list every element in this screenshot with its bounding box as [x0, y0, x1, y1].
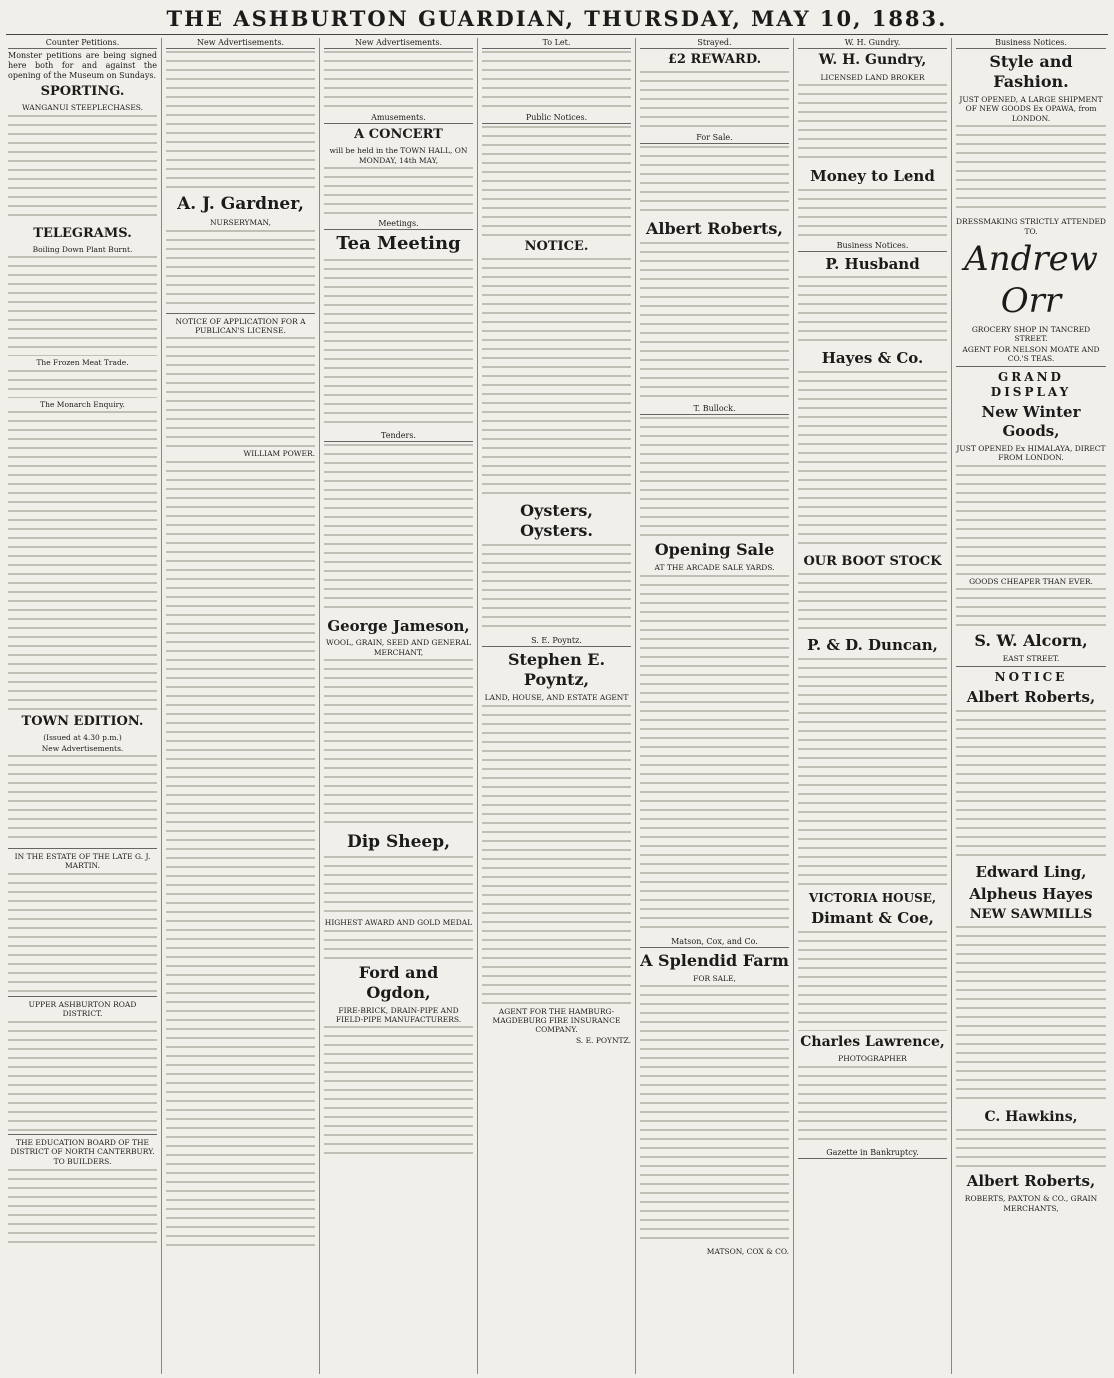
- heading-ford-ogdon: Ford and Ogdon,: [358, 962, 439, 1002]
- text-block: [956, 125, 1106, 215]
- heading-dimant-coe: Dimant & Coe,: [811, 909, 934, 928]
- text-block: [324, 1026, 473, 1156]
- text-grocery: GROCERY SHOP IN TANCRED STREET.: [971, 324, 1091, 344]
- signature-poyntz: S. E. POYNTZ.: [575, 1035, 631, 1045]
- text-dressmaking: DRESSMAKING STRICTLY ATTENDED TO.: [956, 217, 1106, 236]
- heading-george-jameson: George Jameson,: [327, 616, 470, 635]
- text-block: [482, 544, 631, 634]
- heading-estate-martin: IN THE ESTATE OF THE LATE G. J. MARTIN.: [14, 852, 151, 871]
- heading-money-to-lend: Money to Lend: [810, 166, 935, 185]
- text-block: [956, 926, 1106, 1106]
- column-ads-2: [320, 38, 478, 1374]
- masthead-title: THE ASHBURTON GUARDIAN, THURSDAY, MAY 10, 1883.: [166, 6, 948, 31]
- text-block: [798, 658, 947, 888]
- heading-gardner: A. J. Gardner,: [177, 194, 304, 214]
- heading-albert-roberts-2: Albert Roberts,: [966, 1172, 1096, 1191]
- heading-hamburg: AGENT FOR THE HAMBURG-MAGDEBURG FIRE INSURANCE COMPANY.: [492, 1006, 621, 1035]
- text-shipment: JUST OPENED, A LARGE SHIPMENT OF NEW GOODS Ex OPAWA, from LONDON.: [959, 95, 1103, 123]
- text-block: [798, 371, 947, 551]
- text-block: [8, 370, 157, 398]
- text-block: [798, 573, 947, 633]
- heading-dip-sheep: Dip Sheep,: [346, 832, 451, 852]
- text-block: [798, 931, 947, 1031]
- signature-power: WILLIAM POWER.: [243, 449, 315, 459]
- divider: [956, 666, 1106, 667]
- signature-matson: MATSON, COX & CO.: [706, 1247, 789, 1256]
- text-block: [8, 1021, 157, 1131]
- text-roberts-paxton: ROBERTS, PAXTON & CO., GRAIN MERCHANTS,: [964, 1194, 1098, 1213]
- column-ads-5: [794, 38, 952, 1374]
- text-photographer: PHOTOGRAPHER: [838, 1054, 907, 1064]
- divider: [166, 313, 315, 314]
- heading-upper-ashburton: UPPER ASHBURTON ROAD DISTRICT.: [28, 999, 137, 1019]
- heading-public-notices: Public Notices.: [482, 113, 631, 124]
- heading-poyntz-small: S. E. Poyntz.: [482, 636, 631, 647]
- divider: [956, 366, 1106, 367]
- heading-for-sale: For Sale.: [640, 133, 789, 144]
- text-block: [640, 417, 789, 537]
- text-block: [324, 167, 473, 217]
- heading-albert-roberts: Albert Roberts,: [966, 688, 1096, 707]
- heading-gundry: W. H. Gundry,: [818, 52, 927, 68]
- heading-stephen-poyntz: Stephen E. Poyntz,: [507, 650, 606, 690]
- heading-edward-ling: Edward Ling,: [975, 863, 1087, 882]
- text-block: [166, 51, 315, 191]
- text-teas: AGENT FOR NELSON MOATE AND CO.'S TEAS.: [962, 344, 1100, 363]
- heading-husband: P. Husband: [825, 254, 920, 273]
- text-block: [8, 873, 157, 993]
- heading-victoria-house: VICTORIA HOUSE,: [808, 891, 937, 906]
- columns: [4, 38, 1110, 1374]
- heading-to-let: To Let.: [482, 38, 631, 49]
- text-concert: will be held in the TOWN HALL, ON MONDAY, 14th MAY,: [329, 146, 468, 165]
- text-block: [482, 705, 631, 1005]
- heading-grand-display: GRAND DISPLAY: [990, 370, 1072, 400]
- heading-albert-roberts: Albert Roberts,: [646, 219, 783, 239]
- heading-highest-award: HIGHEST AWARD AND GOLD MEDAL: [324, 918, 473, 928]
- text-block: [324, 444, 473, 614]
- text-nurseryman: NURSERYMAN,: [209, 218, 272, 228]
- text-block: [956, 588, 1106, 628]
- text-east-street: EAST STREET.: [1002, 654, 1060, 663]
- text-block: [640, 575, 789, 935]
- heading-opening-sale: Opening Sale: [654, 540, 775, 560]
- divider: [8, 996, 157, 997]
- text-issued: (Issued at 4.30 p.m.): [43, 733, 122, 743]
- heading-gazette: Gazette in Bankruptcy.: [798, 1148, 947, 1159]
- heading-frozen-meat: The Frozen Meat Trade.: [36, 358, 129, 368]
- heading-new-advertisements: New Advertisements.: [41, 743, 124, 753]
- heading-bullock: T. Bullock.: [640, 404, 789, 415]
- heading-monarch: The Monarch Enquiry.: [40, 399, 125, 409]
- heading-meetings: Meetings.: [324, 219, 473, 230]
- text-block: [956, 710, 1106, 860]
- heading-splendid-farm: A Splendid Farm: [640, 950, 789, 970]
- heading-winter-goods: New Winter Goods,: [981, 403, 1081, 441]
- divider: [8, 1134, 157, 1135]
- heading-amusements: Amusements.: [324, 113, 473, 124]
- text-block: [798, 189, 947, 239]
- text-block: [640, 985, 789, 1245]
- text-wool-grain: WOOL, GRAIN, SEED AND GENERAL MERCHANT,: [325, 638, 472, 657]
- text-block: [324, 259, 473, 429]
- text-block: [798, 1066, 947, 1146]
- heading-to-builders: TO BUILDERS.: [53, 1157, 112, 1167]
- text-block: [640, 146, 789, 216]
- text-land-broker: LICENSED LAND BROKER: [820, 72, 925, 82]
- text-land-agent: LAND, HOUSE, AND ESTATE AGENT: [484, 693, 629, 703]
- text-block: [798, 276, 947, 346]
- text-arcade: AT THE ARCADE SALE YARDS.: [654, 563, 775, 573]
- heading-hayes: Hayes & Co.: [821, 349, 924, 368]
- text-fire-brick: FIRE-BRICK, DRAIN-PIPE AND FIELD-PIPE MANUFACTURERS.: [335, 1005, 462, 1024]
- heading-lawrence: Charles Lawrence,: [800, 1033, 945, 1050]
- text-block: [8, 115, 157, 223]
- column-ads-3: [478, 38, 636, 1374]
- text-block: [640, 71, 789, 131]
- heading-new-advertisements: New Advertisements.: [166, 38, 315, 49]
- heading-new-advertisements: New Advertisements.: [324, 38, 473, 49]
- masthead-rule: [6, 34, 1108, 35]
- text-himalaya: JUST OPENED Ex HIMALAYA, DIRECT FROM LONDON.: [956, 443, 1106, 463]
- signature-andrew-orr: Andrew Orr: [964, 238, 1098, 322]
- column-ads-1: [162, 38, 320, 1374]
- heading-business-notices: Business Notices.: [956, 38, 1106, 49]
- heading-notice: NOTICE: [994, 670, 1068, 685]
- column-news: [4, 38, 162, 1374]
- heading-town-edition: TOWN EDITION.: [21, 714, 144, 729]
- masthead: [0, 6, 1114, 36]
- text-block: [166, 230, 315, 310]
- text-block: [8, 256, 157, 356]
- column-ads-4: [636, 38, 794, 1374]
- text-block: [166, 461, 315, 1251]
- heading-tenders: Tenders.: [324, 431, 473, 442]
- heading-alcorn: S. W. Alcorn,: [974, 631, 1088, 650]
- text-block: [324, 659, 473, 829]
- divider: [8, 848, 157, 849]
- heading-gundry-small: W. H. Gundry.: [798, 38, 947, 49]
- heading-duncan: P. & D. Duncan,: [807, 636, 938, 655]
- heading-boiling-down: Boiling Down Plant Burnt.: [32, 244, 133, 254]
- text-block: [8, 411, 157, 711]
- heading-reward: £2 REWARD.: [667, 52, 762, 67]
- heading-counter-petitions: Counter Petitions.: [8, 38, 157, 49]
- text-block: [8, 1169, 157, 1249]
- text-block: [640, 242, 789, 402]
- text-block: [956, 1129, 1106, 1169]
- heading-notice: NOTICE.: [524, 239, 589, 254]
- heading-tea-meeting: Tea Meeting: [336, 233, 461, 254]
- heading-alpheus-hayes: Alpheus Hayes: [969, 884, 1093, 903]
- heading-boot-stock: OUR BOOT STOCK: [803, 554, 942, 570]
- text-block: [324, 51, 473, 111]
- text-for-sale: FOR SALE,: [693, 973, 736, 983]
- heading-hawkins: C. Hawkins,: [984, 1108, 1078, 1125]
- column-business: [952, 38, 1110, 1374]
- heading-matson: Matson, Cox, and Co.: [640, 937, 789, 948]
- heading-business-notices: Business Notices.: [798, 241, 947, 252]
- heading-education-board: THE EDUCATION BOARD OF THE DISTRICT OF NORTH CANTERBURY.: [10, 1137, 155, 1156]
- heading-new-sawmills: NEW SAWMILLS: [969, 906, 1093, 922]
- heading-style-fashion: Style and Fashion.: [989, 52, 1073, 91]
- text-block: [482, 126, 631, 236]
- text-counter-petitions: Monster petitions are being signed here both for and against the opening of the Museum on Sundays.: [8, 51, 157, 80]
- text-block: [798, 84, 947, 164]
- text-block: [482, 258, 631, 498]
- text-block: [8, 755, 157, 845]
- text-block: [166, 337, 315, 447]
- heading-concert: A CONCERT: [354, 127, 443, 142]
- text-block: [324, 930, 473, 960]
- heading-sporting: SPORTING.: [40, 84, 125, 99]
- heading-telegrams: TELEGRAMS.: [33, 225, 132, 241]
- heading-wanganui: WANGANUI STEEPLECHASES.: [21, 103, 144, 113]
- text-block: [482, 51, 631, 111]
- text-block: [324, 856, 473, 916]
- heading-oysters: Oysters, Oysters.: [520, 501, 593, 541]
- heading-strayed: Strayed.: [640, 38, 789, 49]
- text-block: [956, 465, 1106, 575]
- text-cheaper: GOODS CHEAPER THAN EVER.: [969, 576, 1093, 586]
- heading-publican-license: NOTICE OF APPLICATION FOR A PUBLICAN'S LICENSE.: [175, 316, 306, 335]
